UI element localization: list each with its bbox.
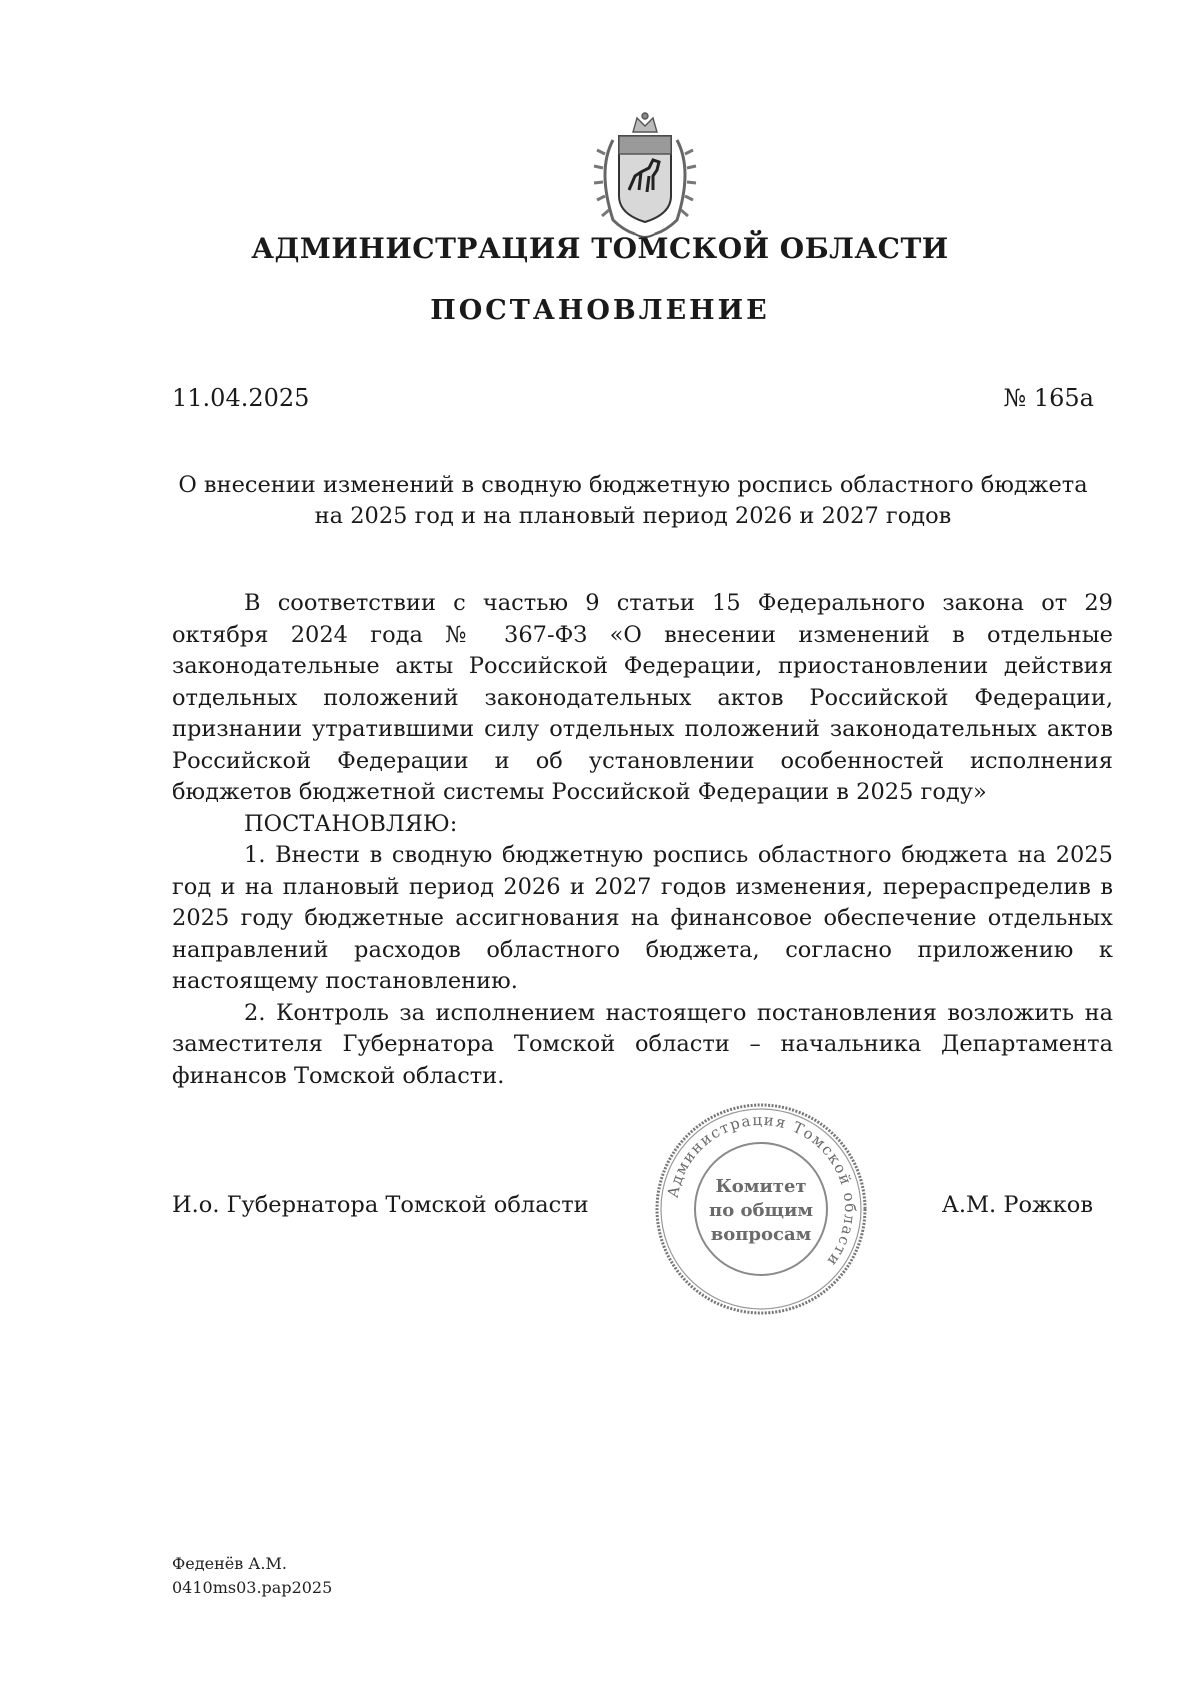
- subject-line-2: на 2025 год и на плановый период 2026 и 2027 годов: [314, 503, 952, 529]
- preamble-paragraph: В соответствии с частью 9 статьи 15 Федерального закона от 29 октября 2024 года № 367-ФЗ «О внесении изменений в отдельные законодательные акты Российской Федерации, приостановлении действия отдельных положений законодательных актов Российской Федерации, признании утратившими силу отдельных положений законодательных актов Российской Федерации и об установлении особенностей исполнения бюджетов бюджетной системы Российской Федерации в 2025 году»: [172, 590, 1113, 805]
- file-code: 0410ms03.pap2025: [172, 1578, 333, 1597]
- executor-footer: [172, 1552, 332, 1600]
- item-1-paragraph: 1. Внести в сводную бюджетную роспись областного бюджета на 2025 год и на плановый период 2026 и 2027 годов изменения, перераспределив в 2025 году бюджетные ассигнования на финансовое обеспечение отдельных направлений расходов областного бюджета, согласно приложению к настоящему постановлению.: [172, 842, 1113, 994]
- document-number: № 165а: [1003, 384, 1094, 412]
- coat-of-arms-emblem: [583, 110, 707, 244]
- item-2-paragraph: 2. Контроль за исполнением настоящего постановления возложить на заместителя Губернатора Томской области – начальника Департамента финансов Томской области.: [172, 999, 1113, 1089]
- signer-position: И.о. Губернатора Томской области: [172, 1192, 589, 1218]
- stamp-center-line-2: по общим: [709, 1200, 813, 1221]
- subject-line-1: О внесении изменений в сводную бюджетную роспись областного бюджета: [178, 472, 1088, 498]
- stamp-center-line-1: Комитет: [715, 1176, 807, 1197]
- organization-title: АДМИНИСТРАЦИЯ ТОМСКОЙ ОБЛАСТИ: [251, 232, 949, 265]
- document-subject: [172, 470, 1094, 532]
- document-date: 11.04.2025: [172, 384, 310, 412]
- stamp-center-line-3: вопросам: [710, 1224, 812, 1245]
- document-body: [172, 588, 1113, 1092]
- executor-name: Феденёв А.М.: [172, 1554, 287, 1573]
- official-stamp: [652, 1100, 870, 1318]
- document-type: ПОСТАНОВЛЕНИЕ: [430, 295, 770, 326]
- stamp-ring-text: Администрация Томской области: [663, 1110, 860, 1271]
- resolve-statement: ПОСТАНОВЛЯЮ:: [244, 810, 458, 837]
- signer-name: А.М. Рожков: [941, 1192, 1093, 1218]
